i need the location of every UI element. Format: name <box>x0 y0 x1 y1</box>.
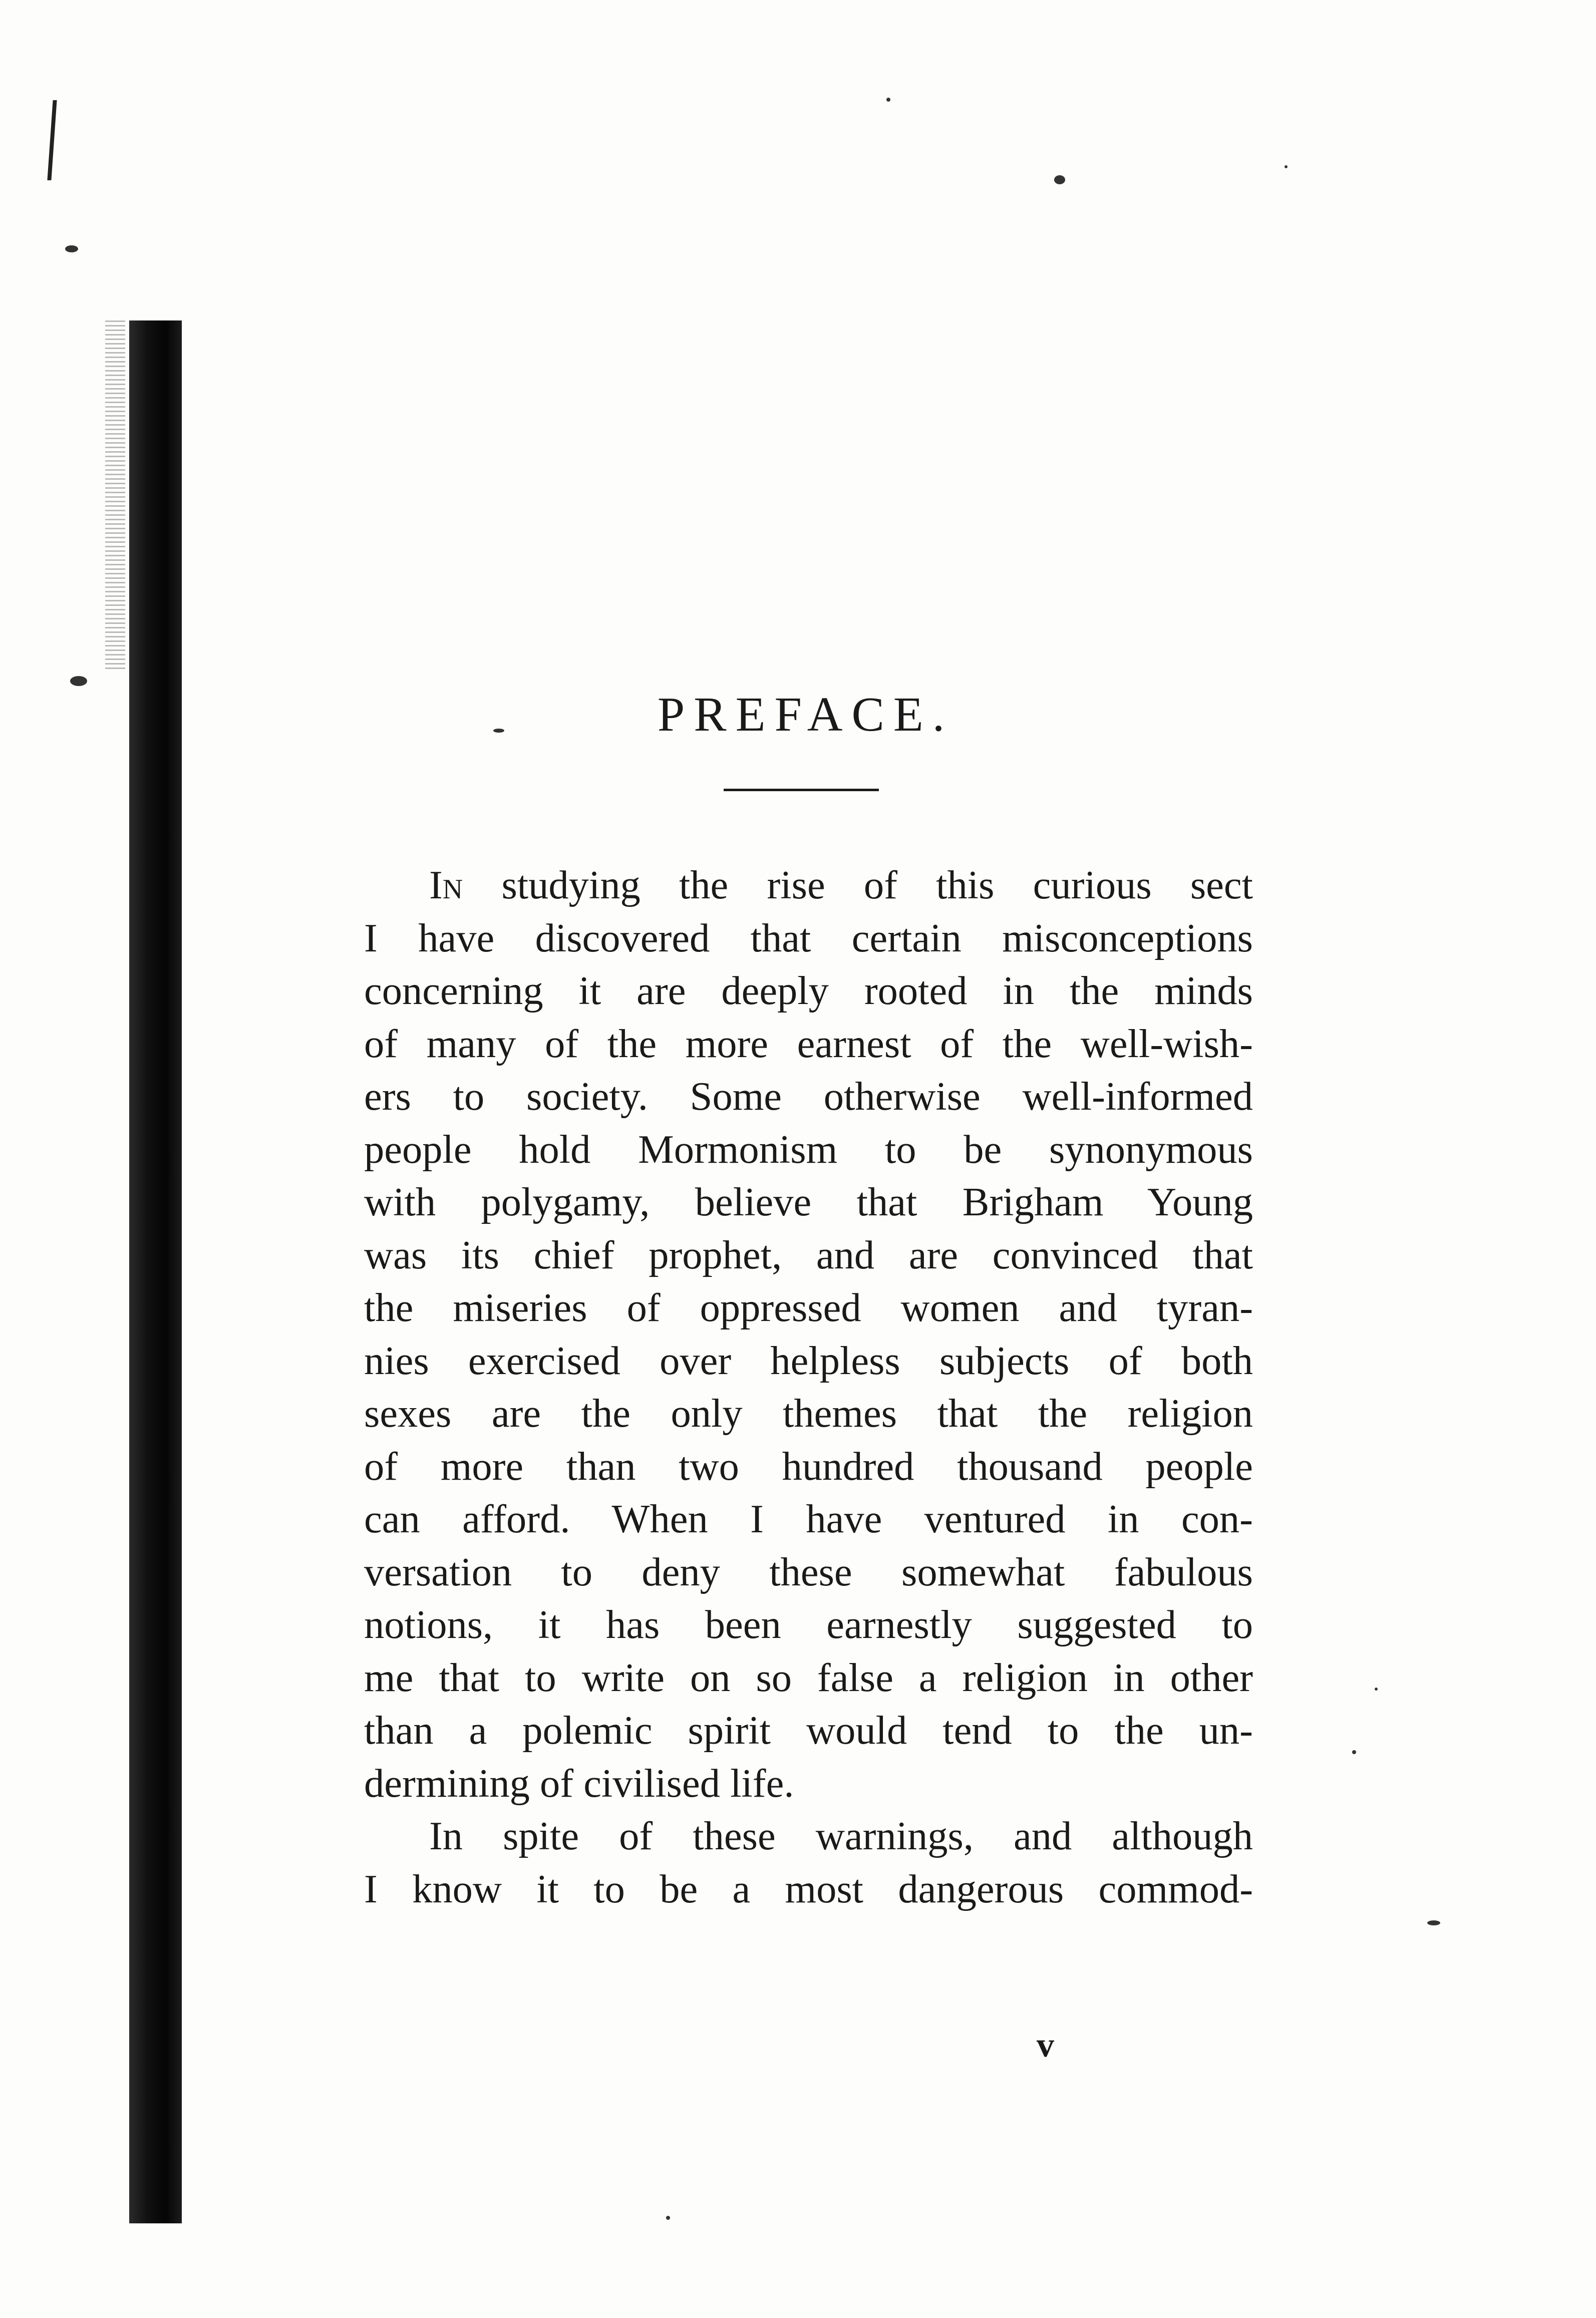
text-line: of many of the more earnest of the well-wish- <box>364 1021 1253 1066</box>
text-line: the miseries of oppressed women and tyran- <box>364 1285 1253 1330</box>
text-line: people hold Mormonism to be synonymous <box>364 1127 1253 1172</box>
text-line: was its chief prophet, and are convinced that <box>364 1232 1253 1277</box>
scan-speck <box>886 98 890 102</box>
text-line: with polygamy, believe that Brigham Young <box>364 1180 1253 1224</box>
text-line: notions, it has been earnestly suggested to <box>364 1602 1253 1647</box>
text-line: concerning it are deeply rooted in the minds <box>364 968 1253 1013</box>
binding-gutter <box>129 320 182 2223</box>
text-line: me that to write on so false a religion in other <box>364 1655 1253 1700</box>
text-line: I have discovered that certain misconceptions <box>364 915 1253 960</box>
binding-shadow-top <box>105 320 125 671</box>
preface-text <box>364 859 1253 1915</box>
scan-speck <box>70 676 87 686</box>
scan-speck <box>666 2216 670 2220</box>
scan-speck <box>1375 1688 1378 1691</box>
text-line: I know it to be a most dangerous commod- <box>364 1866 1253 1911</box>
edge-mark <box>47 100 57 180</box>
page-title: PREFACE. <box>657 687 954 742</box>
text-line: of more than two hundred thousand people <box>364 1444 1253 1489</box>
scan-speck <box>1427 1920 1440 1925</box>
scan-speck <box>1054 175 1065 184</box>
scan-speck <box>1285 165 1288 168</box>
text-line: can afford. When I have ventured in con- <box>364 1497 1253 1541</box>
text-line <box>364 859 1253 912</box>
text-line: sexes are the only themes that the religion <box>364 1391 1253 1436</box>
text-line: In spite of these warnings, and although <box>429 1814 1253 1858</box>
dropcap-word: In <box>429 863 463 907</box>
text-line: versation to deny these somewhat fabulous <box>364 1549 1253 1594</box>
scan-speck <box>65 245 78 252</box>
scan-speck <box>1352 1750 1356 1754</box>
text-line: nies exercised over helpless subjects of both <box>364 1338 1253 1383</box>
text-line: ers to society. Some otherwise well-informed <box>364 1074 1253 1119</box>
text-line: dermining of civilised life. <box>364 1761 794 1806</box>
title-rule <box>724 789 879 791</box>
first-line-text: studying the rise of this curious sect <box>463 863 1253 907</box>
text-line: than a polemic spirit would tend to the un- <box>364 1708 1253 1753</box>
page-number: v <box>1037 2026 1054 2065</box>
